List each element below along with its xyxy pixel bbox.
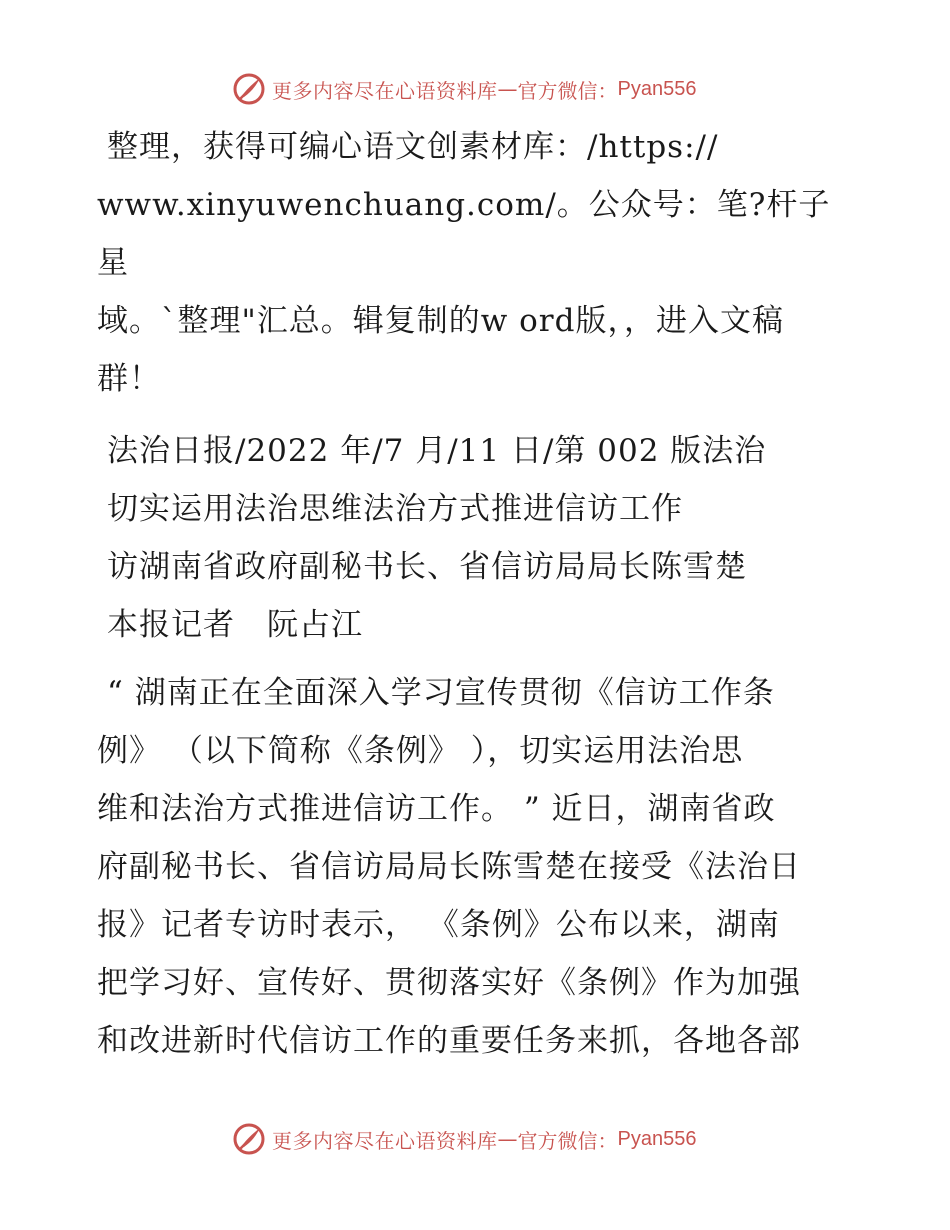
banner-wechat-label: 官方微信： — [517, 1128, 618, 1153]
body-line: 维和法治方式推进信访工作。 ” 近日，湖南省政 — [97, 791, 776, 827]
article-body — [97, 664, 857, 1070]
intro-line: 群！ — [97, 361, 161, 397]
body-line: 和改进新时代信访工作的重要任务来抓，各地各部 — [97, 1023, 801, 1059]
body-line: 府副秘书长、省信访局局长陈雪楚在接受《法治日 — [97, 849, 801, 885]
article-headline: 切实运用法治思维法治方式推进信访工作 — [107, 491, 683, 527]
header-banner[interactable] — [232, 72, 696, 106]
article-meta — [97, 422, 857, 654]
intro-paragraph — [97, 118, 857, 408]
quill-logo-icon — [232, 1122, 266, 1156]
body-line: 报》记者专访时表示， 《条例》公布以来，湖南 — [97, 907, 780, 943]
intro-line: 域。`整理"汇总。辑复制的w ord版，，进入文稿 — [97, 303, 784, 339]
document-content — [97, 118, 857, 1070]
banner-wechat-label: 官方微信： — [517, 78, 618, 103]
footer-banner[interactable] — [232, 1122, 696, 1156]
article-subheadline: 访湖南省政府副秘书长、省信访局局长陈雪楚 — [107, 549, 747, 585]
article-byline: 本报记者 阮占江 — [107, 607, 363, 643]
body-line: 例》 （以下简称《条例》 ），切实运用法治思 — [97, 733, 744, 769]
banner-wechat-id: Pyan556 — [617, 77, 697, 100]
intro-line: 整理，获得可编心语文创素材库：/https:// — [107, 129, 719, 165]
banner-dash: — — [497, 1127, 518, 1151]
banner-dash: — — [497, 77, 518, 101]
banner-main-text: 更多内容尽在心语资料库 — [272, 1128, 498, 1153]
body-line: “ 湖南正在全面深入学习宣传贯彻《信访工作条 — [107, 675, 775, 711]
body-line: 把学习好、宣传好、贯彻落实好《条例》作为加强 — [97, 965, 801, 1001]
article-source: 法治日报/2022 年/7 月/11 日/第 002 版法治 — [107, 433, 767, 469]
banner-main-text: 更多内容尽在心语资料库 — [272, 78, 498, 103]
banner-wechat-id: Pyan556 — [617, 1127, 697, 1150]
quill-logo-icon — [232, 72, 266, 106]
intro-line: www.xinyuwenchuang.com/。公众号：笔?杆子星 — [97, 187, 831, 281]
